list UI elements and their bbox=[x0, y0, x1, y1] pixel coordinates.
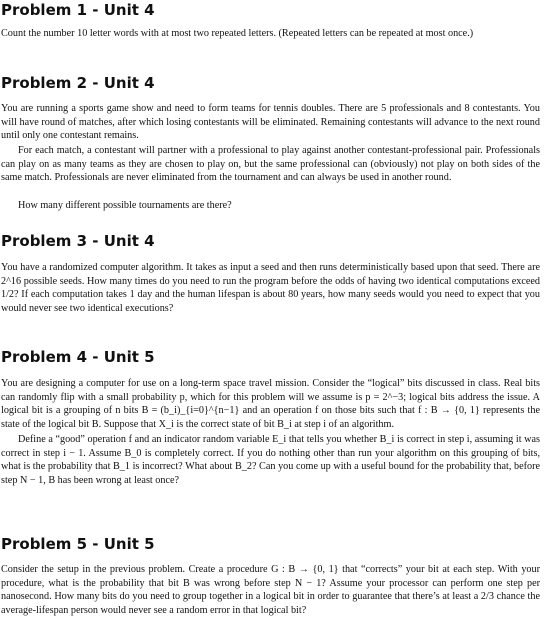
problem-5-title: Problem 5 - Unit 5 bbox=[1, 535, 155, 553]
problem-4-paragraph-1: You are designing a computer for use on a long-term space travel mission. Consider the “logical” bits discussed in class. Real bits can randomly flip with a small probability p, which for this problem will we assume is p = 2^−3; logical bits address the issue. A logical bit is a grouping of n bits B = (b_i)_{i=0}^{n−1} and an operation f on those bits such that f : B → {0, 1} represents the state of the logical bit B. Suppose that X_i is the correct state of bit B_i at step i of an algorithm. bbox=[1, 378, 540, 430]
problem-1-title: Problem 1 - Unit 4 bbox=[1, 1, 155, 19]
problem-2-paragraph-3: How many different possible tournaments are there? bbox=[18, 200, 232, 211]
problem-3-paragraph-1: You have a randomized computer algorithm. It takes as input a seed and then runs deterministically based upon that seed. There are 2^16 possible seeds. How many times do you need to run the program before the odds of having two identical computations exceed 1/2? If each computation takes 1 day and the human lifespan is about 80 years, how many seeds would you need to expect that you would never see two identical executions? bbox=[1, 262, 540, 314]
problem-5-paragraph-1: Consider the setup in the previous problem. Create a procedure G : B → {0, 1} that “corrects” your bit at each step. With your procedure, what is the probability that bit B was wrong before step N − 1? Assume your processor can perform one step per nanosecond. How many bits do you need to group together in a logical bit in order to guarantee that there’s at least a 2/3 chance the average-lifespan person would never see a random error in that logical bit? bbox=[1, 564, 540, 616]
problem-3-title: Problem 3 - Unit 4 bbox=[1, 232, 155, 250]
problem-2-paragraph-1: You are running a sports game show and need to form teams for tennis doubles. There are 5 professionals and 8 contestants. You will have round of matches, after which losing contestants will be eliminated. Remaining contestants will advance to the next round until only one contestant remains. bbox=[1, 103, 540, 142]
problem-4-paragraph-2: Define a “good” operation f and an indicator random variable E_i that tells you whether B_i is correct in step i, assuming it was correct in step i − 1. Assume B_0 is completely correct. If you do nothing other than run your algorithm on this grouping of bits, what is the probability that B_1 is incorrect? What about B_2? Can you come up with a useful bound for the probability that, before step N − 1, B has been wrong at least once? bbox=[1, 434, 540, 486]
problem-2-paragraph-2: For each match, a contestant will partner with a professional to play against another contestant-professional pair. Professionals can play on as many teams as they are chosen to play on, but the same professional can (obviously) not play on both sides of the same match. Professionals are never eliminated from the tournament and can always be used in another round. bbox=[1, 145, 540, 184]
problem-1-paragraph-1: Count the number 10 letter words with at most two repeated letters. (Repeated letters can be repeated at most once.) bbox=[1, 28, 474, 39]
problem-2-title: Problem 2 - Unit 4 bbox=[1, 74, 155, 92]
problem-4-title: Problem 4 - Unit 5 bbox=[1, 348, 155, 366]
